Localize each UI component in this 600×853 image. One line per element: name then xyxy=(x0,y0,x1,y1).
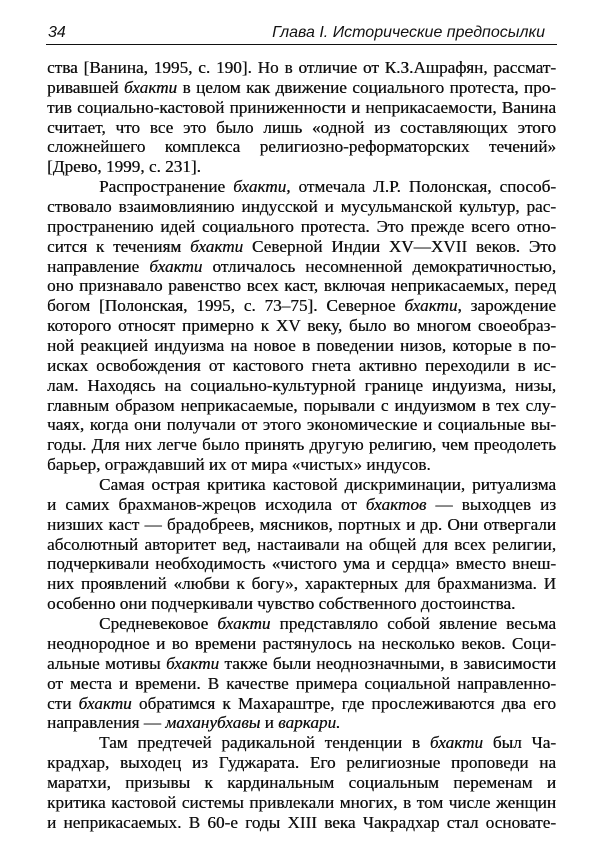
text-line xyxy=(47,515,556,535)
text-line xyxy=(47,574,556,594)
text-line xyxy=(47,654,556,674)
text-segment: отличалось несомненной демократичностью, xyxy=(202,256,556,276)
text-segment: чаях, когда они получали от этого экономические и социальные вы- xyxy=(47,415,556,435)
text-segment: сти xyxy=(47,693,79,713)
text-line xyxy=(47,316,556,336)
paragraph xyxy=(47,177,556,475)
text-segment: Распространение xyxy=(99,177,234,197)
chapter-title: Глава I. Исторические предпосылки xyxy=(272,24,545,41)
text-segment: и неприкасаемых. В 60-е годы XIII века Чакрадхар стал основате- xyxy=(47,812,556,832)
text-segment: альные мотивы xyxy=(47,653,166,673)
text-line xyxy=(47,674,556,694)
text-line xyxy=(47,753,556,773)
text-segment: тив социально-кастовой приниженности и неприкасаемости, Ванина xyxy=(47,97,556,117)
text-segment: исках освобождения от кастового гнета активно переходили в ис- xyxy=(47,355,556,375)
text-line xyxy=(47,177,556,197)
text-segment: Северной Индии XV—XVII веков. Это xyxy=(243,236,556,256)
text-segment: также были неоднозначными, в зависимости xyxy=(219,653,557,673)
text-line xyxy=(47,257,556,277)
text-segment: ства [Ванина, 1995, с. 190]. Но в отличие от К.З.Ашрафян, рассмат- xyxy=(47,58,556,77)
text-segment: особенно они подчеркивали чувство собственного достоинства. xyxy=(47,594,516,614)
text-segment: них проявлений «любви к богу», характерных для брахманизма. И xyxy=(47,574,556,594)
text-segment: критика кастовой системы привлекали многих, в том числе женщин xyxy=(47,792,556,812)
paragraph xyxy=(47,475,556,614)
text-line xyxy=(47,276,556,296)
text-segment: обратимся к Махараштре, где прослеживаются два его xyxy=(131,693,556,713)
text-line xyxy=(47,415,556,435)
text-segment: направление xyxy=(47,256,150,276)
text-segment: и xyxy=(260,713,279,733)
text-segment: Средневековое xyxy=(99,614,218,634)
italic-term: бхакти, xyxy=(233,177,291,197)
text-line xyxy=(47,98,556,118)
text-line xyxy=(47,455,556,475)
italic-term: бхакти xyxy=(429,733,483,753)
text-segment: и самих брахманов-жрецов исходила от xyxy=(47,494,366,514)
text-segment: направления — xyxy=(47,713,166,733)
text-line xyxy=(47,137,556,157)
text-segment: маратхи, призывы к кардинальным социальным переменам и xyxy=(47,772,556,792)
body-text xyxy=(47,58,556,833)
text-segment: главным образом неприкасаемые, порывали с индуизмом в тех слу- xyxy=(47,395,556,415)
text-line xyxy=(47,594,556,614)
text-line xyxy=(47,217,556,237)
page-number: 34 xyxy=(48,24,66,41)
text-line xyxy=(47,197,556,217)
italic-term: бхакти xyxy=(165,653,220,673)
text-segment: ривавшей xyxy=(47,77,124,97)
text-segment: в целом как движение социального протеста, про- xyxy=(177,77,556,97)
italic-term: бхакти xyxy=(217,614,271,634)
text-line xyxy=(47,813,556,833)
text-segment: сится к течениям xyxy=(47,236,190,256)
text-line xyxy=(47,773,556,793)
text-line xyxy=(47,554,556,574)
text-line xyxy=(47,376,556,396)
text-line xyxy=(47,296,556,316)
italic-term: бхакти xyxy=(404,296,458,316)
running-header xyxy=(46,22,557,45)
text-line xyxy=(47,495,556,515)
italic-term: варкари. xyxy=(278,713,341,733)
text-segment: сложнейшего комплекса религиозно-реформаторских течений» xyxy=(47,137,556,157)
italic-term: бхактов xyxy=(365,494,427,514)
text-line xyxy=(47,713,556,733)
text-segment: неоднородное и во времени растянулось на несколько веков. Соци- xyxy=(47,633,556,653)
text-segment: абсолютный авторитет вед, настаивали на общей для всех религии, xyxy=(47,534,556,554)
text-segment: Там предтечей радикальной тенденции в xyxy=(99,733,430,753)
text-line xyxy=(47,435,556,455)
text-segment: крадхар, выходец из Гуджарата. Его религиозные проповеди на xyxy=(47,753,556,773)
text-line xyxy=(47,336,556,356)
text-segment: — выходцев из xyxy=(426,494,556,514)
text-segment: отмечала Л.Р. Полонская, способ- xyxy=(290,177,556,197)
text-segment: оно признавало равенство всех каст, включая неприкасаемых, перед xyxy=(47,276,556,296)
text-segment: был Ча- xyxy=(482,733,556,753)
text-line xyxy=(47,396,556,416)
text-line xyxy=(47,793,556,813)
text-line xyxy=(47,614,556,634)
text-segment: барьер, ограждавший их от мира «чистых» индусов. xyxy=(47,455,431,475)
text-line xyxy=(47,634,556,654)
text-segment: которого относят примерно к XV веку, было во многом своеобраз- xyxy=(47,316,556,336)
text-segment: пространению идей социального протеста. Это прежде всего отно- xyxy=(47,216,556,236)
text-segment: подчеркивали необходимость «чистого ума и сердца» вместо внеш- xyxy=(47,554,556,574)
text-line xyxy=(47,78,556,98)
text-segment: ной реакцией индуизма на новое в поведении низов, которые в по- xyxy=(47,336,556,356)
text-line xyxy=(47,535,556,555)
paragraph xyxy=(47,58,556,177)
paragraph xyxy=(47,733,556,832)
text-line xyxy=(47,356,556,376)
text-line xyxy=(47,237,556,257)
text-segment: богом [Полонская, 1995, с. 73–75]. Северное xyxy=(47,296,405,316)
text-segment: считает, что все это было лишь «одной из составляющих этого xyxy=(47,117,556,137)
text-segment: представляло собой явление весьма xyxy=(270,614,556,634)
text-line xyxy=(47,733,556,753)
paragraph xyxy=(47,614,556,733)
text-line xyxy=(47,475,556,495)
italic-term: бхакти xyxy=(78,693,132,713)
italic-term: маханубхавы xyxy=(165,713,261,733)
italic-term: бхакти xyxy=(149,256,203,276)
text-segment: ствовало взаимовлиянию индусской и мусульманской культур, рас- xyxy=(47,197,556,217)
text-segment: низших каст — брадобреев, мясников, портных и др. Они отвергали xyxy=(47,514,556,534)
text-segment: лам. Находясь на социально-культурной границе индуизма, низы, xyxy=(47,375,556,395)
text-segment: [Древо, 1999, с. 231]. xyxy=(47,157,201,177)
text-line xyxy=(47,694,556,714)
italic-term: бхакти xyxy=(189,236,244,256)
text-line xyxy=(47,118,556,138)
text-segment: Самая острая критика кастовой дискриминации, ритуализма xyxy=(99,475,556,495)
italic-term: бхакти xyxy=(123,77,178,97)
text-segment: годы. Для них легче было принять другую религию, чем преодолеть xyxy=(47,435,556,455)
text-line xyxy=(47,58,556,78)
text-segment: , зарождение xyxy=(457,296,557,316)
text-line xyxy=(47,157,556,177)
text-segment: от места и времени. В качестве примера социальной направленно- xyxy=(47,673,556,693)
